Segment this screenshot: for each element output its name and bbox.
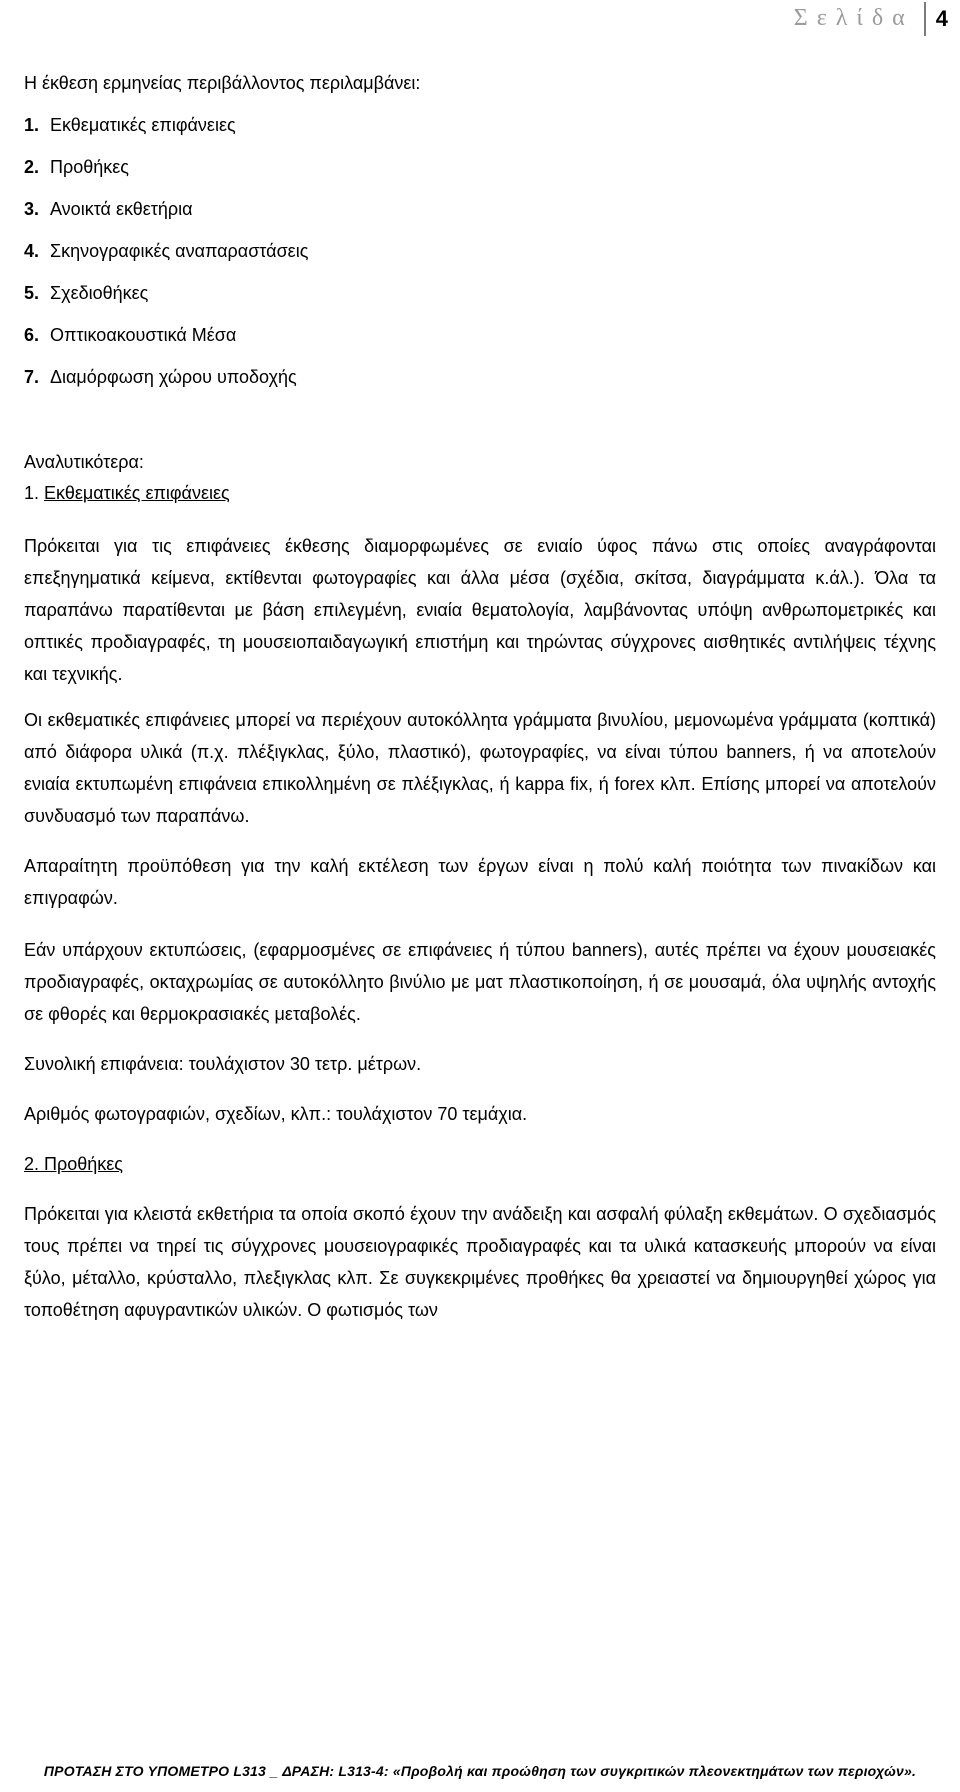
list-item-label: Οπτικοακουστικά Μέσα xyxy=(50,324,237,345)
list-item-number: 4. xyxy=(24,240,40,261)
list-item xyxy=(24,146,936,188)
list-item-number: 3. xyxy=(24,198,40,219)
section-1-title: Εκθεματικές επιφάνειες xyxy=(44,483,230,503)
list-item-label: Διαμόρφωση χώρου υποδοχής xyxy=(50,366,297,387)
section-1-paragraph: Συνολική επιφάνεια: τουλάχιστον 30 τετρ. μέτρων. xyxy=(24,1054,422,1074)
list-item-number: 7. xyxy=(24,366,40,387)
analysis-label: Αναλυτικότερα: xyxy=(24,452,144,472)
list-item-label: Προθήκες xyxy=(50,156,129,177)
list-item xyxy=(24,188,936,230)
list-item xyxy=(24,314,936,356)
contents-list xyxy=(24,104,936,398)
intro-text: Η έκθεση ερμηνείας περιβάλλοντος περιλαμβάνει: xyxy=(24,73,421,93)
header-divider xyxy=(924,2,926,36)
list-item-label: Σκηνογραφικές αναπαραστάσεις xyxy=(50,240,309,261)
list-item xyxy=(24,230,936,272)
list-item xyxy=(24,272,936,314)
page-number: 4 xyxy=(935,6,948,31)
section-1-paragraph: Απαραίτητη προϋπόθεση για την καλή εκτέλεση των έργων είναι η πολύ καλή ποιότητα των πινακίδων και επιγραφών. xyxy=(24,856,936,908)
page-footer: ΠΡΟΤΑΣΗ ΣΤΟ ΥΠΟΜΕΤΡΟ L313 _ ΔΡΑΣΗ: L313-4: «Προβολή και προώθηση των συγκριτικών πλεονεκτημάτων των περιοχών». xyxy=(43,1763,917,1779)
list-item-number: 2. xyxy=(24,156,40,177)
section-1-paragraph: Πρόκειται για τις επιφάνειες έκθεσης διαμορφωμένες σε ενιαίο ύφος πάνω στις οποίες αναγράφονται επεξηγηματικά κείμενα, εκτίθενται φωτογραφίες και άλλα μέσα (σχέδια, σκίτσα, διαγράμματα κ.άλ.). Όλα τα παραπάνω παρατίθενται με βάση επιλεγμένη, ενιαία θεματολογία, λαμβάνοντας υπόψη ανθρωπομετρικές και οπτικές προδιαγραφές, τη μουσειοπαιδαγωγική επιστήμη και τηρώντας σύγχρονες αισθητικές αντιλήψεις τέχνης και τεχνικής. xyxy=(24,536,936,684)
section-1-paragraph: Αριθμός φωτογραφιών, σχεδίων, κλπ.: τουλάχιστον 70 τεμάχια. xyxy=(24,1104,528,1124)
section-2-paragraph: Πρόκειται για κλειστά εκθετήρια τα οποία σκοπό έχουν την ανάδειξη και ασφαλή φύλαξη εκθεμάτων. Ο σχεδιασμός τους πρέπει να τηρεί τις σύγχρονες μουσειογραφικές προδιαγραφές και τα υλικά κατασκευής μπορούν να είναι ξύλο, μέταλλο, κρύσταλλο, πλεξιγκλας κλπ. Σε συγκεκριμένες προθήκες θα χρειαστεί να δημιουργηθεί χώρος για τοποθέτηση αφυγραντικών υλικών. Ο φωτισμός των xyxy=(24,1204,936,1320)
list-item xyxy=(24,104,936,146)
list-item xyxy=(24,356,936,398)
page-label: Σελίδα xyxy=(793,5,914,31)
section-1-paragraph: Οι εκθεματικές επιφάνειες μπορεί να περιέχουν αυτοκόλλητα γράμματα βινυλίου, μεμονωμένα γράμματα (κοπτικά) από διάφορα υλικά (π.χ. πλέξιγκλας, ξύλο, πλαστικό), φωτογραφίες, να είναι τύπου banners, ή να αποτελούν ενιαία εκτυπωμένη επιφάνεια επικολλημένη σε πλέξιγκλας, ή kappa fix, ή forex κλπ. Επίσης μπορεί να αποτελούν συνδυασμό των παραπάνω. xyxy=(24,710,936,826)
section-1-number: 1. xyxy=(24,483,40,503)
page-header xyxy=(794,0,948,36)
list-item-label: Εκθεματικές επιφάνειες xyxy=(50,114,236,135)
list-item-number: 5. xyxy=(24,282,40,303)
document-body xyxy=(24,72,936,1326)
list-item-label: Ανοικτά εκθετήρια xyxy=(50,198,193,219)
section-2-heading: 2. Προθήκες xyxy=(24,1154,123,1174)
list-item-label: Σχεδιοθήκες xyxy=(50,282,149,303)
list-item-number: 6. xyxy=(24,324,40,345)
section-1-paragraph: Εάν υπάρχουν εκτυπώσεις, (εφαρμοσμένες σε επιφάνειες ή τύπου banners), αυτές πρέπει να έχουν μουσειακές προδιαγραφές, οκταχρωμίας σε αυτοκόλλητο βινύλιο με ματ πλαστικοποίηση, ή σε μουσαμά, όλα υψηλής αντοχής σε φθορές και θερμοκρασιακές μεταβολές. xyxy=(24,940,936,1024)
section-1-heading xyxy=(24,480,936,506)
list-item-number: 1. xyxy=(24,114,40,135)
